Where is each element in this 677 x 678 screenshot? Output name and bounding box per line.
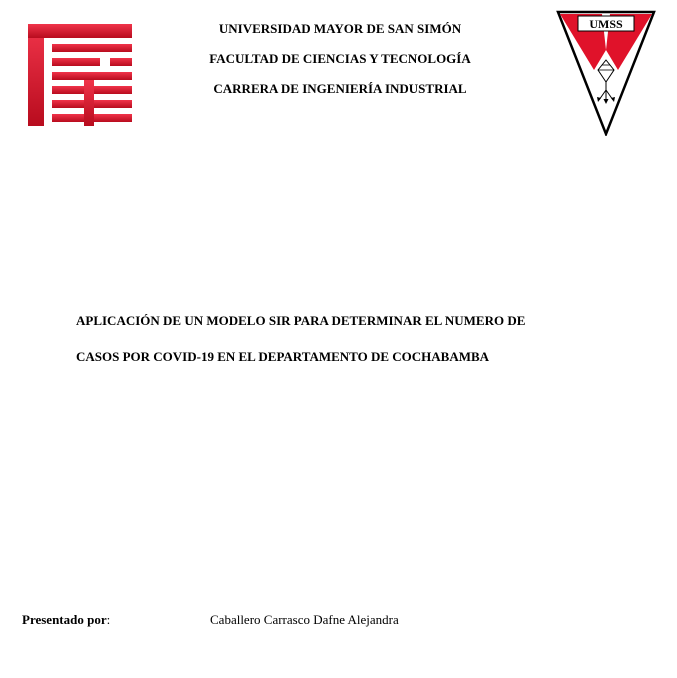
university-name: UNIVERSIDAD MAYOR DE SAN SIMÓN — [218, 21, 462, 36]
umss-logo-text: UMSS — [589, 17, 623, 31]
presenter-name: Caballero Carrasco Dafne Alejandra — [210, 612, 399, 627]
fcyt-logo — [28, 22, 134, 128]
title-line-2: CASOS POR COVID-19 EN EL DEPARTAMENTO DE COCHABAMBA — [76, 349, 490, 364]
institution-header — [140, 22, 540, 112]
presenter-colon: : — [106, 612, 111, 627]
career-name: CARRERA DE INGENIERÍA INDUSTRIAL — [213, 81, 467, 96]
umss-logo — [556, 10, 656, 136]
presenter-block — [22, 612, 399, 628]
faculty-name: FACULTAD DE CIENCIAS Y TECNOLOGÍA — [209, 51, 471, 66]
presenter-label: Presentado por — [22, 612, 107, 627]
title-line-1: APLICACIÓN DE UN MODELO SIR PARA DETERMINAR EL NUMERO DE — [76, 313, 526, 328]
